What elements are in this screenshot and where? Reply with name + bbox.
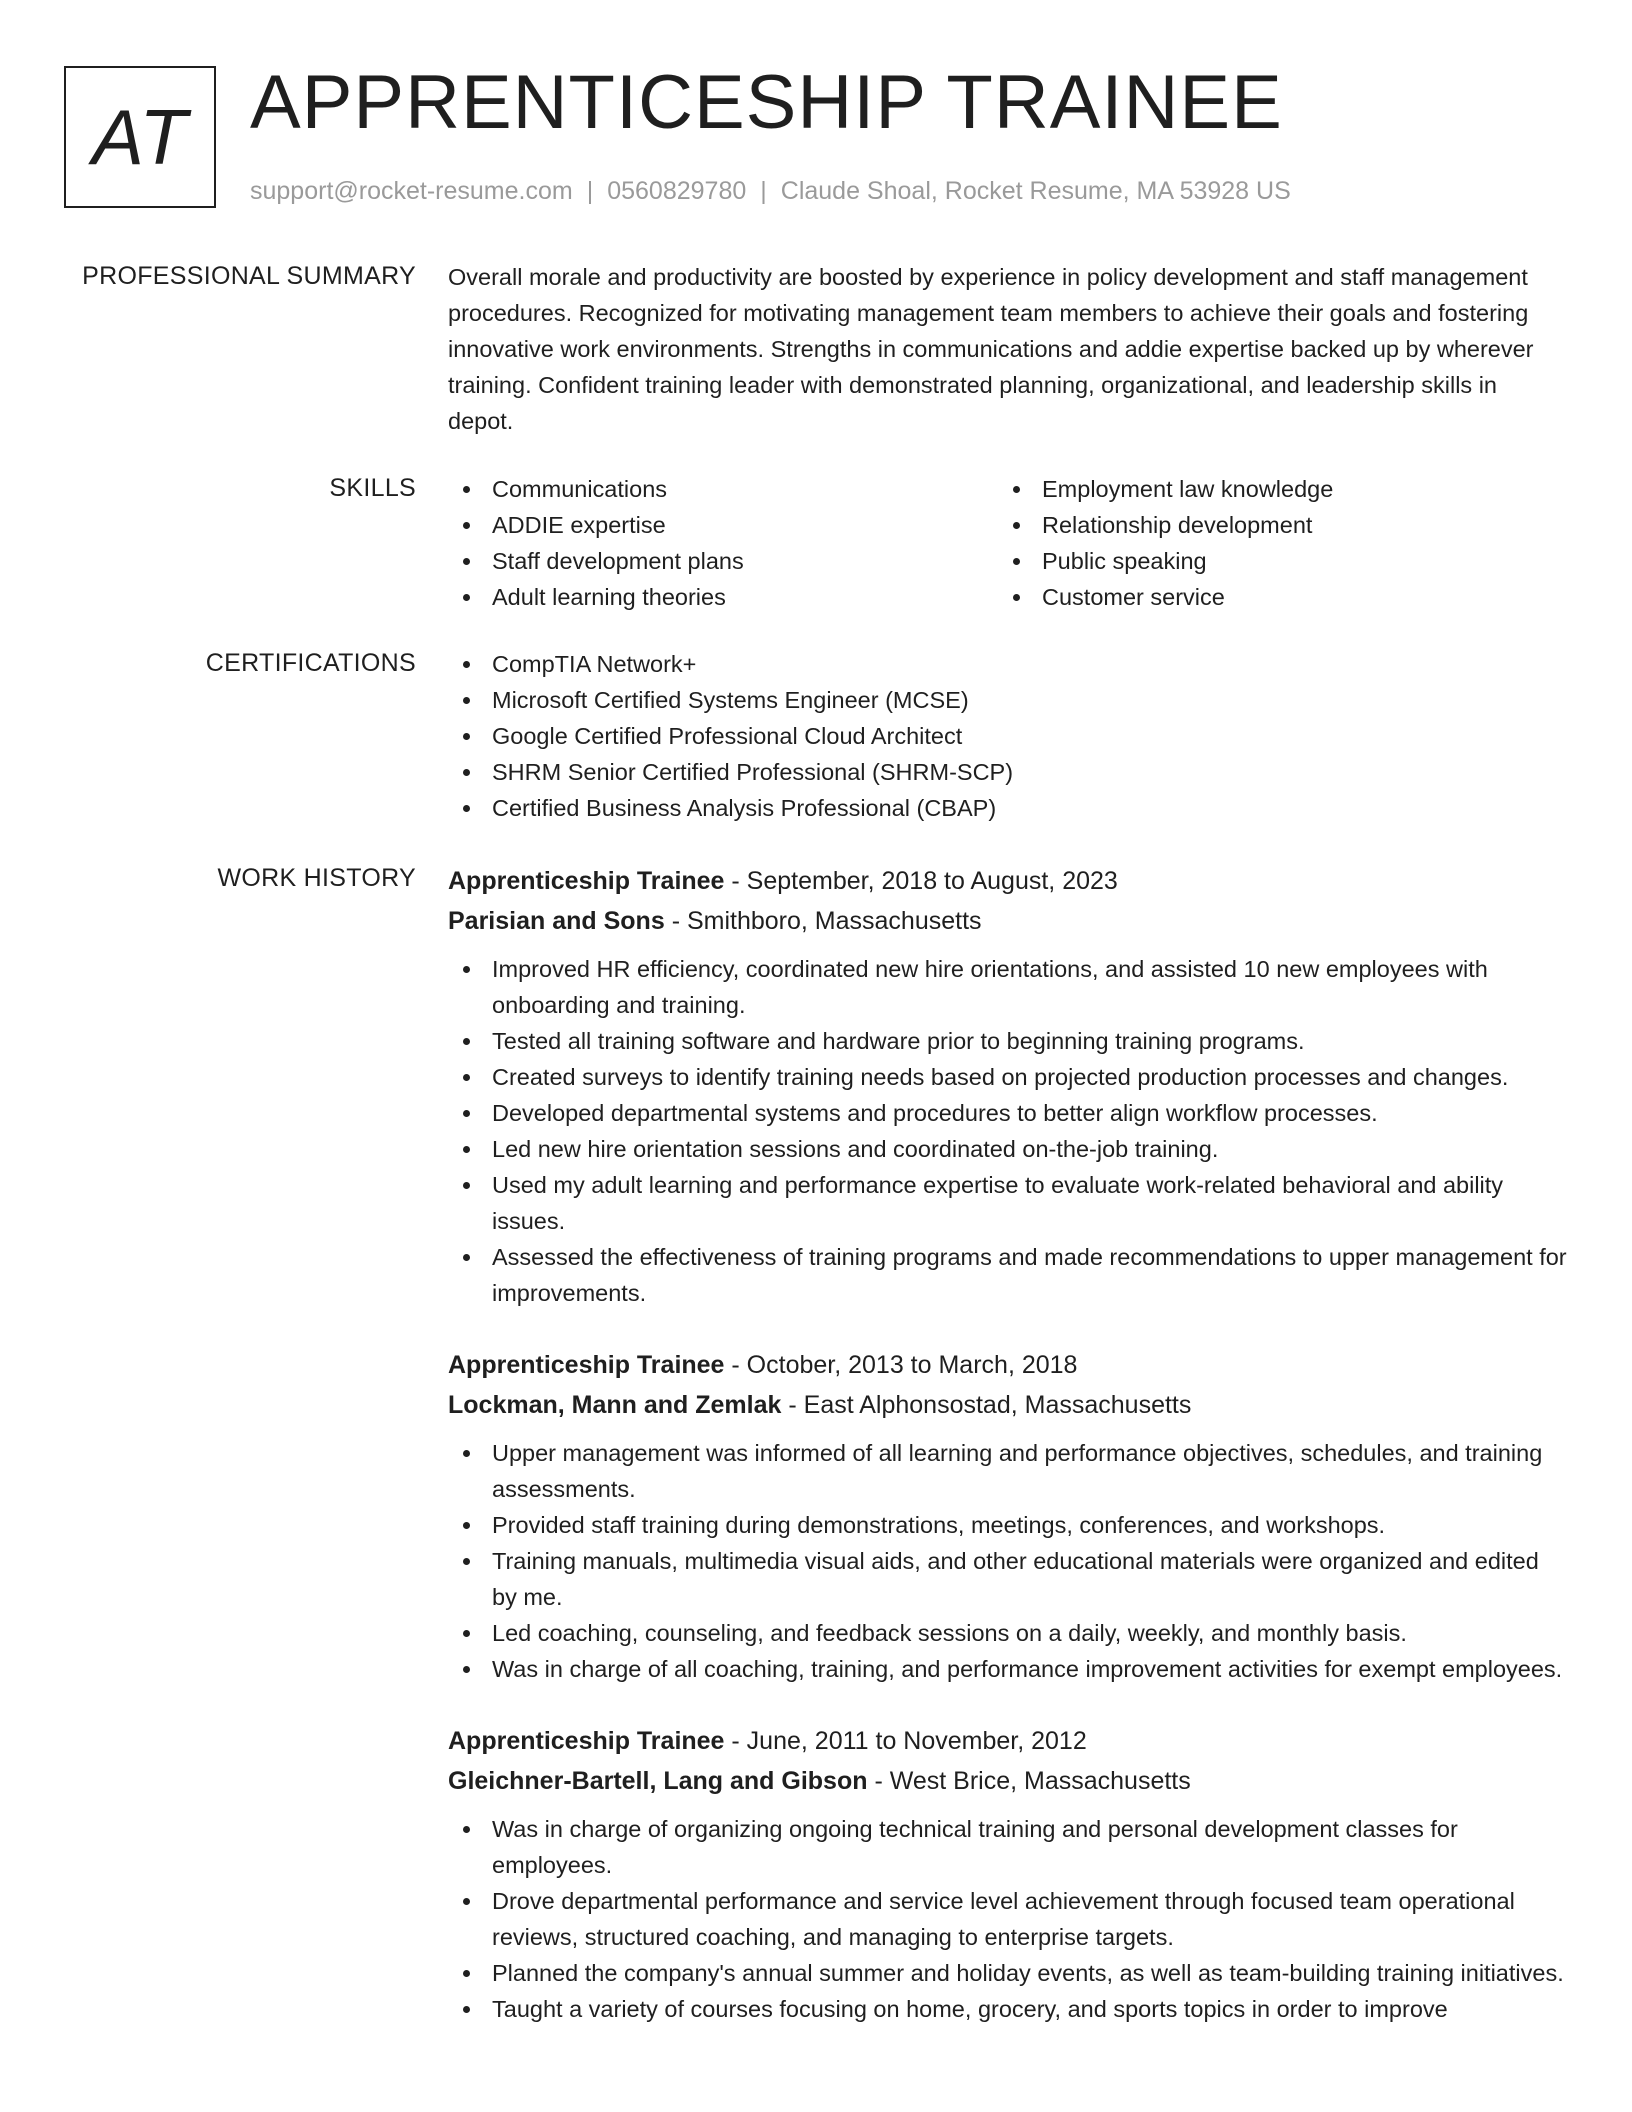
skill-item: Staff development plans xyxy=(448,543,998,579)
job-bullet: Planned the company's annual summer and holiday events, as well as team-building training initiatives. xyxy=(448,1955,1568,1991)
job-bullet: Taught a variety of courses focusing on home, grocery, and sports topics in order to improve xyxy=(448,1991,1568,2027)
job-bullet: Training manuals, multimedia visual aids, and other educational materials were organized and edited by me. xyxy=(448,1543,1568,1615)
skill-item: Customer service xyxy=(998,579,1548,615)
job-bullet: Assessed the effectiveness of training programs and made recommendations to upper management for improvements. xyxy=(448,1239,1568,1311)
job-bullet: Was in charge of organizing ongoing technical training and personal development classes for employees. xyxy=(448,1811,1568,1883)
job-title-line xyxy=(448,1345,1568,1385)
job-bullet: Created surveys to identify training needs based on projected production processes and changes. xyxy=(448,1059,1568,1095)
job-bullet: Led coaching, counseling, and feedback sessions on a daily, weekly, and monthly basis. xyxy=(448,1615,1568,1651)
work-history-body xyxy=(448,861,1568,2061)
job-company: Gleichner-Bartell, Lang and Gibson xyxy=(448,1767,868,1795)
job-title: Apprenticeship Trainee xyxy=(448,1351,725,1379)
job-bullet: Used my adult learning and performance expertise to evaluate work-related behavioral and ability issues. xyxy=(448,1167,1568,1239)
job-company: Parisian and Sons xyxy=(448,907,665,935)
job-bullet: Led new hire orientation sessions and coordinated on-the-job training. xyxy=(448,1131,1568,1167)
section-heading: PROFESSIONAL SUMMARY xyxy=(82,262,416,290)
skill-item: Employment law knowledge xyxy=(998,471,1548,507)
job-bullets xyxy=(448,1435,1568,1687)
job-company: Lockman, Mann and Zemlak xyxy=(448,1391,782,1419)
job-location: - East Alphonsostad, Massachusetts xyxy=(781,1391,1192,1419)
contact-email: support@rocket-resume.com xyxy=(250,177,573,205)
skill-item: Communications xyxy=(448,471,998,507)
job-title: Apprenticeship Trainee xyxy=(448,867,725,895)
job-title: Apprenticeship Trainee xyxy=(448,1727,725,1755)
section-heading: CERTIFICATIONS xyxy=(205,649,416,677)
skill-item: Adult learning theories xyxy=(448,579,998,615)
job-dates: - September, 2018 to August, 2023 xyxy=(724,867,1118,895)
certification-item: Microsoft Certified Systems Engineer (MCSE) xyxy=(448,682,1568,718)
skills-right-list xyxy=(998,471,1548,615)
skill-item: ADDIE expertise xyxy=(448,507,998,543)
job-dates: - June, 2011 to November, 2012 xyxy=(724,1727,1087,1755)
certification-item: Google Certified Professional Cloud Architect xyxy=(448,718,1568,754)
job-company-line xyxy=(448,901,1568,941)
contact-separator: | xyxy=(586,177,594,205)
initials-monogram: AT xyxy=(64,66,216,208)
section-heading: SKILLS xyxy=(329,474,416,502)
certification-item: SHRM Senior Certified Professional (SHRM-SCP) xyxy=(448,754,1568,790)
job-bullet: Improved HR efficiency, coordinated new hire orientations, and assisted 10 new employees with onboarding and training. xyxy=(448,951,1568,1023)
contact-line xyxy=(250,174,1291,208)
job-location: - Smithboro, Massachusetts xyxy=(664,907,982,935)
certification-item: Certified Business Analysis Professional (CBAP) xyxy=(448,790,1568,826)
certification-item: CompTIA Network+ xyxy=(448,646,1568,682)
job-bullet: Upper management was informed of all learning and performance objectives, schedules, and training assessments. xyxy=(448,1435,1568,1507)
skill-item: Public speaking xyxy=(998,543,1548,579)
certifications-body xyxy=(448,646,1568,826)
job-company-line xyxy=(448,1761,1568,1801)
job-location: - West Brice, Massachusetts xyxy=(867,1767,1191,1795)
page-title: APPRENTICESHIP TRAINEE xyxy=(250,60,1283,145)
job-entry xyxy=(448,1345,1568,1687)
skill-item: Relationship development xyxy=(998,507,1548,543)
certifications-list xyxy=(448,646,1568,826)
job-bullet: Provided staff training during demonstrations, meetings, conferences, and workshops. xyxy=(448,1507,1568,1543)
job-bullet: Was in charge of all coaching, training, and performance improvement activities for exempt employees. xyxy=(448,1651,1568,1687)
job-bullets xyxy=(448,951,1568,1311)
summary-text: Overall morale and productivity are boosted by experience in policy development and staff management procedures. Recognized for motivating management team members to achieve their goals and fostering innovative work environments. Strengths in communications and addie expertise backed up by wherever training. Confident training leader with demonstrated planning, organizational, and leadership skills in depot. xyxy=(448,264,1534,434)
skills-left-list xyxy=(448,471,998,615)
contact-separator: | xyxy=(760,177,767,205)
job-bullet: Developed departmental systems and procedures to better align workflow processes. xyxy=(448,1095,1568,1131)
job-bullet: Drove departmental performance and service level achievement through focused team operational reviews, structured coaching, and managing to enterprise targets. xyxy=(448,1883,1568,1955)
contact-address: Claude Shoal, Rocket Resume, MA 53928 US xyxy=(780,177,1291,205)
job-title-line xyxy=(448,861,1568,901)
contact-phone: 0560829780 xyxy=(607,177,747,205)
skills-grid xyxy=(448,471,1568,615)
section-heading: WORK HISTORY xyxy=(217,864,416,892)
job-bullet: Tested all training software and hardware prior to beginning training programs. xyxy=(448,1023,1568,1059)
job-title-line xyxy=(448,1721,1568,1761)
job-company-line xyxy=(448,1385,1568,1425)
job-bullets xyxy=(448,1811,1568,2027)
job-entry xyxy=(448,861,1568,1311)
job-dates: - October, 2013 to March, 2018 xyxy=(724,1351,1078,1379)
job-entry xyxy=(448,1721,1568,2027)
